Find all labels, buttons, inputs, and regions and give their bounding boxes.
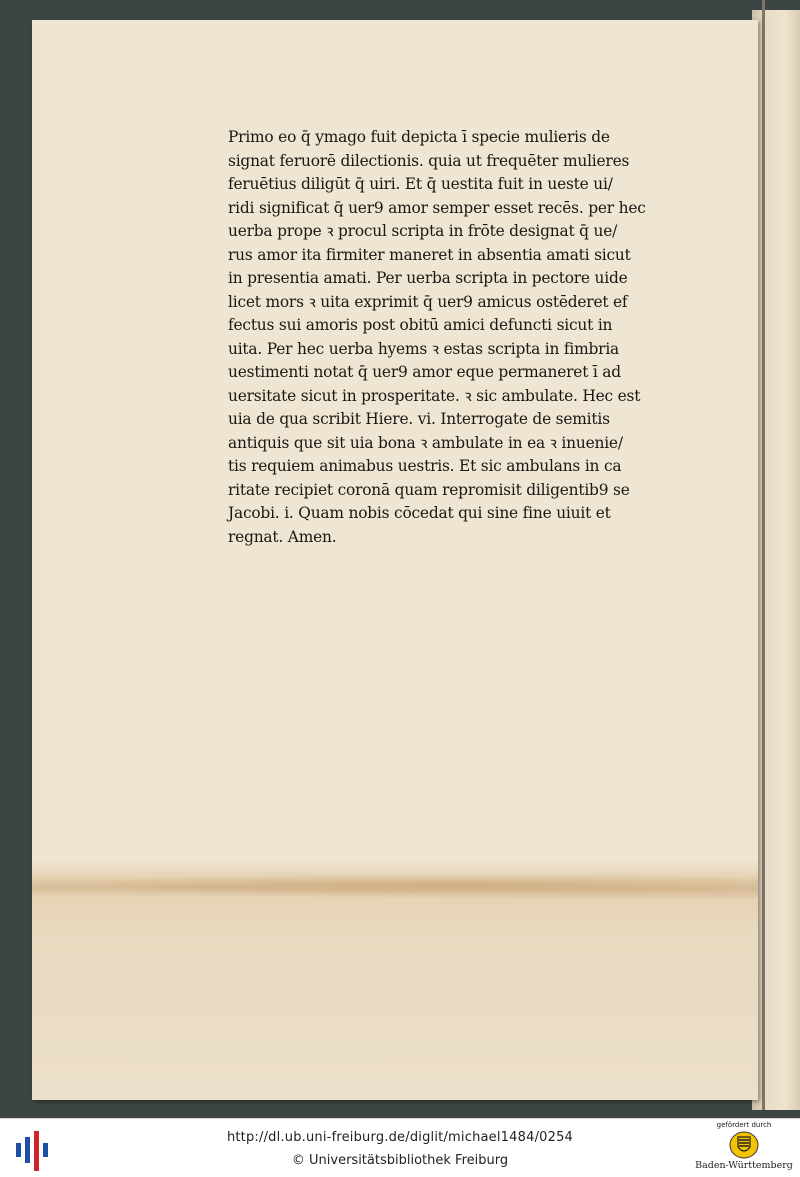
text-line: in presentia amati. Per uerba scripta in pectore uide (228, 269, 628, 287)
adjacent-page-edge (752, 10, 800, 1110)
footer (0, 1118, 800, 1177)
copyright-notice: © Universitätsbibliothek Freiburg (291, 1153, 509, 1168)
sponsor-name: Baden-Württemberg (695, 1160, 793, 1171)
text-line: tis requiem animabus uestris. Et sic ambulans in ca (228, 457, 622, 475)
text-line: ridi significat q̄ uer9 amor semper esset recēs. per hec (228, 198, 646, 217)
binding-edge (762, 0, 765, 1110)
sponsor-caption: gefördert durch (716, 1121, 772, 1129)
text-line: uersitate sicut in prosperitate. ꝛ sic ambulate. Hec est (228, 386, 641, 405)
text-line: ritate recipiet coronā quam repromisit diligentib9 se (228, 480, 630, 499)
sponsor-badge (694, 1121, 794, 1177)
water-stain-edge (32, 875, 758, 899)
text-line: Jacobi. i. Quam nobis cōcedat qui sine fine uiuit et (228, 504, 611, 522)
coat-of-arms-icon (729, 1131, 759, 1159)
text-line: uerba prope ꝛ procul scripta in frōte designat q̄ ue/ (228, 222, 618, 240)
document-url[interactable]: http://dl.ub.uni-freiburg.de/diglit/michael1484/0254 (226, 1130, 574, 1145)
text-line: signat feruorē dilectionis. quia ut frequēter mulieres (228, 151, 630, 170)
text-line: Primo eo q̄ ymago fuit depicta ī specie mulieris de (228, 128, 610, 146)
text-line: fectus sui amoris post obitū amici defuncti sicut in (228, 316, 613, 334)
text-line: antiquis que sit uia bona ꝛ ambulate in ea ꝛ inuenie/ (228, 433, 623, 452)
text-line: feruētius diligūt q̄ uiri. Et q̄ uestita fuit in ueste ui/ (228, 175, 613, 193)
text-line: rus amor ita firmiter maneret in absentia amati sicut (228, 245, 631, 264)
text-line: regnat. Amen. (228, 527, 337, 546)
text-block (228, 126, 698, 549)
text-line: uestimenti notat q̄ uer9 amor eque permaneret ī ad (228, 363, 621, 381)
text-line: uia de qua scribit Hiere. vi. Interrogate de semitis (228, 410, 610, 428)
text-line: uita. Per hec uerba hyems ꝛ estas scripta in fimbria (228, 339, 620, 358)
text-line: licet mors ꝛ uita exprimit q̄ uer9 amicus ostēderet ef (228, 292, 628, 311)
